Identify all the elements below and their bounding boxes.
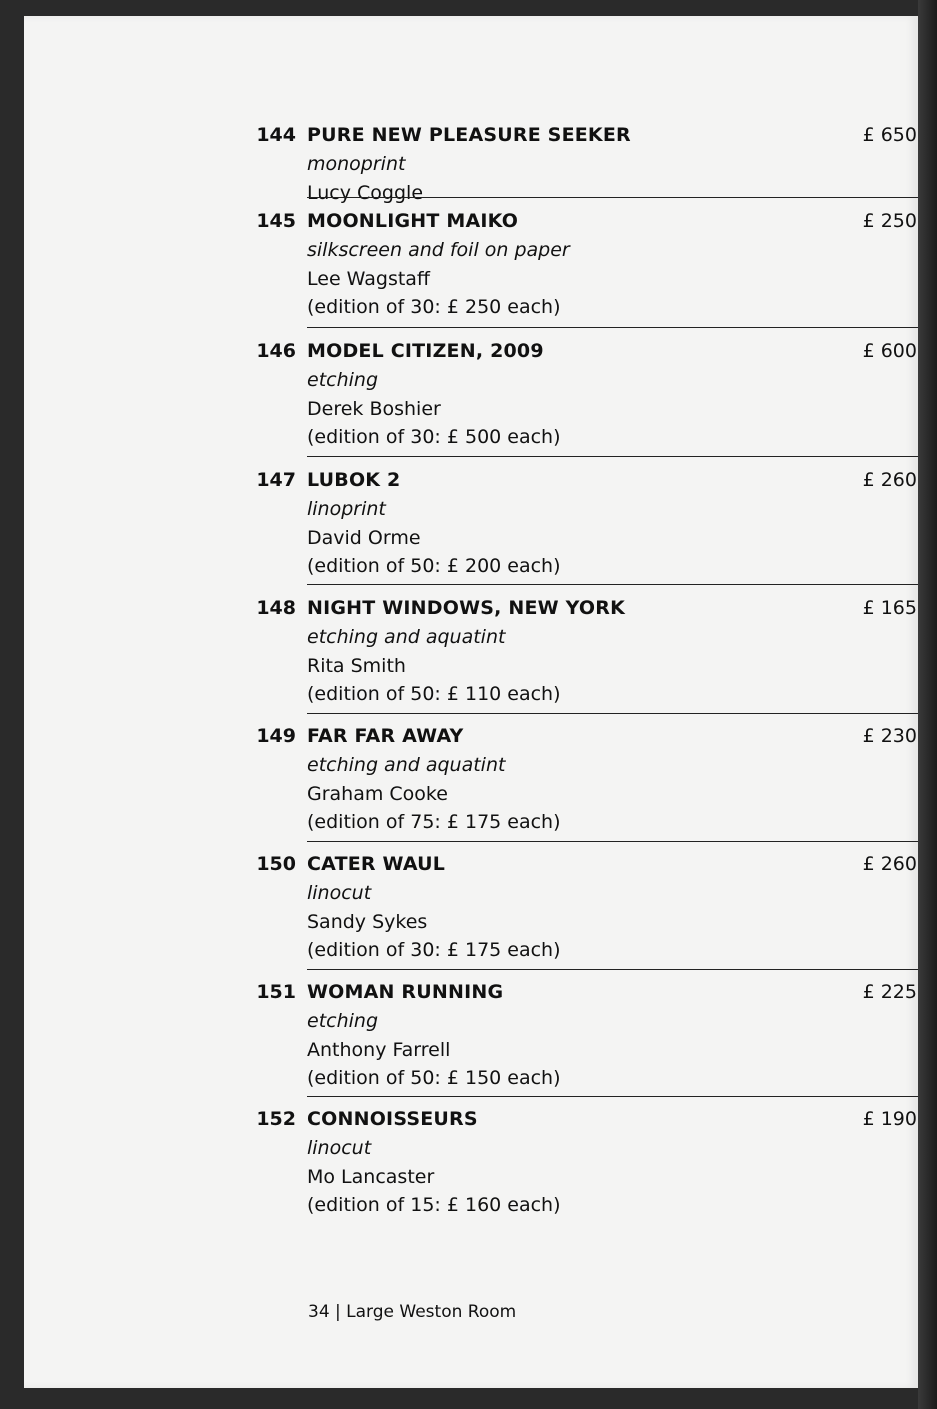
entry-medium: etching and aquatint <box>307 754 506 776</box>
entry-title: CATER WAUL <box>307 853 446 875</box>
entry-edition: (edition of 75: £ 175 each) <box>307 811 561 833</box>
entry-number: 147 <box>256 469 296 491</box>
entry-price: £ 260 <box>862 469 917 491</box>
entry-number: 152 <box>256 1108 296 1130</box>
divider <box>307 456 935 457</box>
entry-artist: Lucy Coggle <box>307 182 424 204</box>
divider <box>307 713 935 714</box>
divider <box>307 197 935 198</box>
entry-medium: etching <box>307 369 379 391</box>
entry-artist: Rita Smith <box>307 655 406 677</box>
entry-title: MODEL CITIZEN, 2009 <box>307 340 544 362</box>
entry-edition: (edition of 30: £ 500 each) <box>307 426 561 448</box>
entry-artist: Sandy Sykes <box>307 911 428 933</box>
entry-medium: monoprint <box>307 153 406 175</box>
entry-artist: David Orme <box>307 527 421 549</box>
entry-artist: Mo Lancaster <box>307 1166 435 1188</box>
entry-medium: etching <box>307 1010 379 1032</box>
divider <box>307 841 935 842</box>
entry-title: WOMAN RUNNING <box>307 981 504 1003</box>
entry-artist: Derek Boshier <box>307 398 441 420</box>
entry-price: £ 600 <box>862 340 917 362</box>
entry-medium: etching and aquatint <box>307 626 506 648</box>
entry-artist: Lee Wagstaff <box>307 268 431 290</box>
entry-title: CONNOISSEURS <box>307 1108 478 1130</box>
divider <box>307 969 935 970</box>
entry-title: PURE NEW PLEASURE SEEKER <box>307 124 631 146</box>
entry-title: MOONLIGHT MAIKO <box>307 210 519 232</box>
entry-price: £ 225 <box>862 981 917 1003</box>
entry-price: £ 190 <box>862 1108 917 1130</box>
entry-number: 145 <box>256 210 296 232</box>
entry-edition: (edition of 50: £ 150 each) <box>307 1067 561 1089</box>
entry-number: 150 <box>256 853 296 875</box>
entry-price: £ 250 <box>862 210 917 232</box>
entry-artist: Anthony Farrell <box>307 1039 451 1061</box>
entry-number: 144 <box>256 124 296 146</box>
entry-edition: (edition of 15: £ 160 each) <box>307 1194 561 1216</box>
page-edge <box>918 0 937 1409</box>
entry-title: FAR FAR AWAY <box>307 725 464 747</box>
entry-number: 149 <box>256 725 296 747</box>
page-footer: 34 | Large Weston Room <box>308 1302 517 1322</box>
entry-artist: Graham Cooke <box>307 783 448 805</box>
entry-number: 148 <box>256 597 296 619</box>
entry-price: £ 230 <box>862 725 917 747</box>
entry-edition: (edition of 50: £ 110 each) <box>307 683 561 705</box>
entry-edition: (edition of 30: £ 250 each) <box>307 296 561 318</box>
entry-medium: linoprint <box>307 498 386 520</box>
entry-medium: silkscreen and foil on paper <box>307 239 570 261</box>
entry-medium: linocut <box>307 882 372 904</box>
entry-price: £ 165 <box>862 597 917 619</box>
entry-edition: (edition of 50: £ 200 each) <box>307 555 561 577</box>
entry-price: £ 650 <box>862 124 917 146</box>
catalogue-page <box>24 16 918 1388</box>
entry-medium: linocut <box>307 1137 372 1159</box>
entry-number: 146 <box>256 340 296 362</box>
entry-number: 151 <box>256 981 296 1003</box>
divider <box>307 327 935 328</box>
entry-title: LUBOK 2 <box>307 469 401 491</box>
divider <box>307 1096 935 1097</box>
entry-title: NIGHT WINDOWS, NEW YORK <box>307 597 626 619</box>
entry-list <box>24 16 918 1388</box>
divider <box>307 584 935 585</box>
entry-edition: (edition of 30: £ 175 each) <box>307 939 561 961</box>
entry-price: £ 260 <box>862 853 917 875</box>
